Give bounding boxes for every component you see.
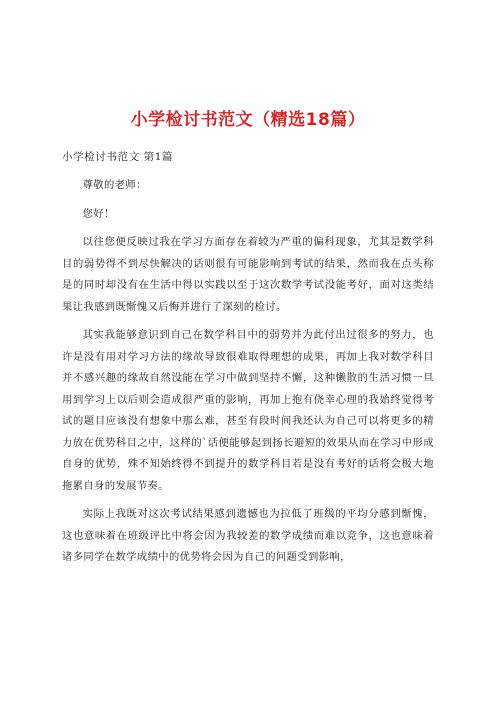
- greeting: 您好！: [82, 207, 115, 220]
- salutation: 尊敬的老师：: [82, 179, 147, 191]
- body-paragraph: 实际上我既对这次考试结果感到遗憾也为拉低了班级的平均分感到惭愧，这也意味着在班级评比中将会因为我较差的数学成绩而难以竞争，这也意味着诸多同学在数学成绩中的优势将会因为自己的问题受到影响，: [62, 508, 434, 563]
- body-paragraph: 以往您便反映过我在学习方面存在着较为严重的偏科现象，尤其是数学科目的弱势得不到尽快解决的话则很有可能影响到考试的结果，然而我在点头称是的同时却没有在生活中得以实践以至于这次数学考试没能考好，面对这类结果让我感到既惭愧又后悔并进行了深刻的检讨。: [62, 236, 434, 313]
- section-heading: 小学检讨书范文 第1篇: [62, 151, 174, 163]
- document-body: [62, 147, 434, 576]
- body-paragraph: 其实我能够意识到自己在数学科目中的弱势并为此付出过很多的努力，也许是没有用对学习方法的缘故导致很难取得理想的成果，再加上我对数学科目并不感兴趣的缘故自然没能在学习中做到坚持不懈，这种懒散的生活习惯一旦用到学习上以后则会造成很严重的影响，再加上抱有侥幸心理的我始终觉得考试的题目应该没有想象中那么难，甚至有段时间我还认为自己可以将更多的精力放在优势科目之中，这样的`话便能够起到扬长避短的效果从而在学习中形成自身的优势，殊不知始终得不到提升的数学科目若是没有考好的话将会极大地拖累自身的发展节奏。: [62, 329, 434, 492]
- document-title: 小学检讨书范文（精选18篇）: [130, 110, 366, 130]
